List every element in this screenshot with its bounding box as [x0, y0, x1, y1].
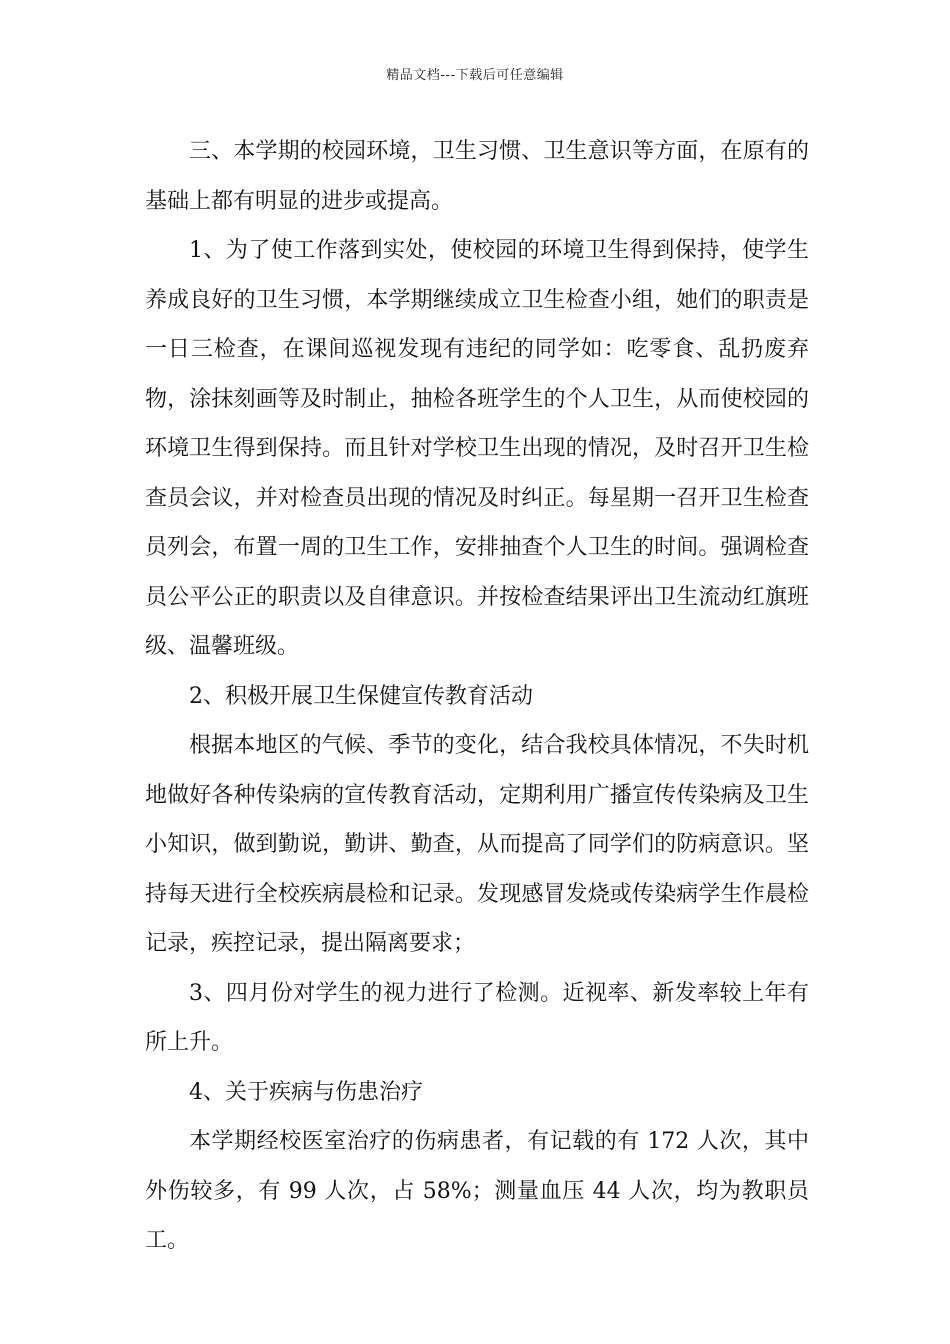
page-header: 精品文档---下载后可任意编辑	[386, 68, 564, 83]
paragraph-item-three: 3、四月份对学生的视力进行了检测。近视率、新发率较上年有所上升。	[145, 980, 809, 1055]
paragraph-section-three: 三、本学期的校园环境，卫生习惯、卫生意识等方面，在原有的基础上都有明显的进步或提高。	[145, 139, 809, 214]
paragraph-item-four-heading: 4、关于疾病与伤患治疗	[189, 1079, 423, 1105]
paragraph-item-one: 1、为了使工作落到实处，使校园的环境卫生得到保持，使学生养成良好的卫生习惯，本学期继续成立卫生检查小组，她们的职责是一日三检查，在课间巡视发现有违纪的同学如：吃零食、乱扔废弃物，涂抹刻画等及时制止，抽检各班学生的个人卫生，从而使校园的环境卫生得到保持。而且针对学校卫生出现的情况，及时召开卫生检查员会议，并对检查员出现的情况及时纠正。每星期一召开卫生检查员列会，布置一周的卫生工作，安排抽查个人卫生的时间。强调检查员公平公正的职责以及自律意识。并按检查结果评出卫生流动红旗班级、温馨班级。	[145, 238, 809, 659]
paragraph-item-four-body: 本学期经校医室治疗的伤病患者，有记载的有 172 人次，其中外伤较多，有 99 人次，占 58%；测量血压 44 人次，均为教职员工。	[145, 1129, 809, 1253]
paragraph-item-two-heading: 2、积极开展卫生保健宣传教育活动	[189, 683, 533, 709]
document-body	[145, 127, 809, 1266]
paragraph-item-two-body: 根据本地区的气候、季节的变化，结合我校具体情况，不失时机地做好各种传染病的宣传教育活动，定期利用广播宣传传染病及卫生小知识，做到勤说，勤讲、勤查，从而提高了同学们的防病意识。坚持每天进行全校疾病晨检和记录。发现感冒发烧或传染病学生作晨检记录，疾控记录，提出隔离要求；	[145, 733, 809, 956]
